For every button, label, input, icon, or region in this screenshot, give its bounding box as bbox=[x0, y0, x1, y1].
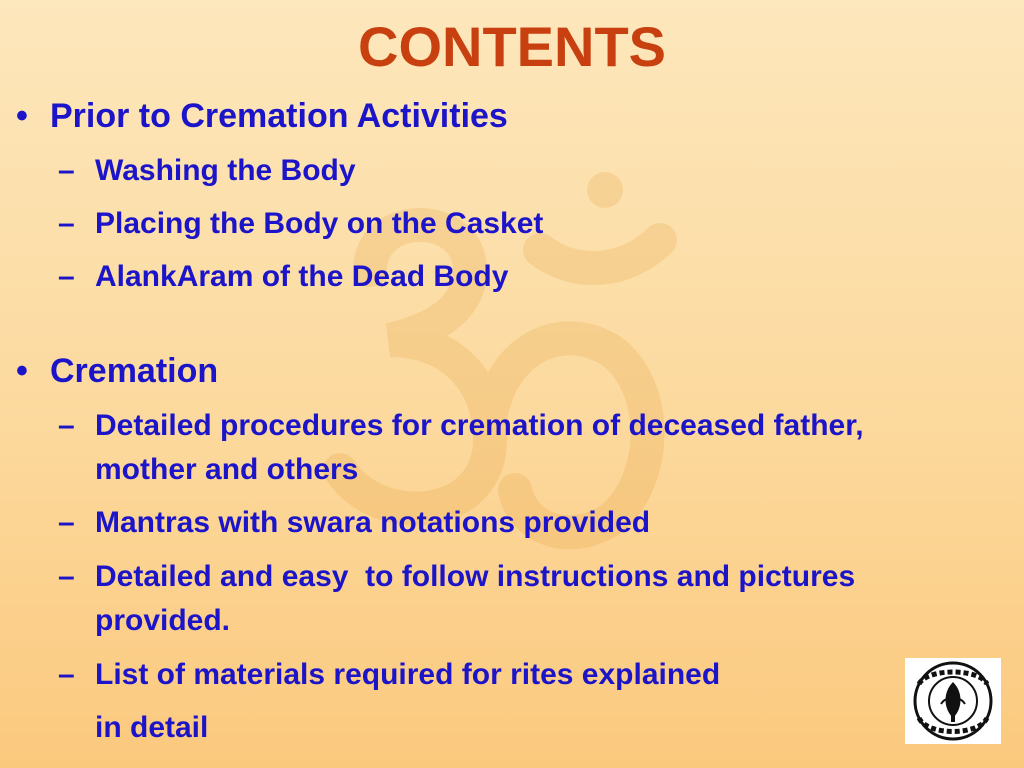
dash-marker: – bbox=[58, 409, 75, 442]
sub-item-materials-continued bbox=[58, 706, 918, 750]
dash-marker: – bbox=[58, 154, 75, 187]
slide-title: CONTENTS bbox=[358, 15, 666, 78]
bullet-marker: • bbox=[16, 352, 28, 390]
bullet-label: Cremation bbox=[50, 352, 219, 390]
sub-item-text: Detailed and easy to follow instructions and pictures provided. bbox=[95, 560, 864, 637]
sub-item-detailed-procedures bbox=[58, 404, 918, 492]
sub-item-alankaram bbox=[58, 255, 918, 299]
sub-item-text: Placing the Body on the Casket bbox=[95, 207, 544, 240]
dash-marker: – bbox=[58, 260, 75, 293]
sub-item-mantras bbox=[58, 501, 918, 545]
sub-item-materials bbox=[58, 653, 918, 697]
sub-item-text: in detail bbox=[95, 711, 209, 744]
vishwa-hindu-parishad-seal-icon bbox=[905, 658, 1001, 744]
dash-marker: – bbox=[58, 207, 75, 240]
dash-marker: – bbox=[58, 506, 75, 539]
sub-item-text: Mantras with swara notations provided bbox=[95, 506, 651, 539]
sub-item-text: Washing the Body bbox=[95, 154, 356, 187]
dash-marker: – bbox=[58, 658, 75, 691]
sub-item-washing bbox=[58, 149, 918, 193]
sub-item-placing bbox=[58, 202, 918, 246]
sub-item-text: AlankAram of the Dead Body bbox=[95, 260, 509, 293]
bullet-marker: • bbox=[16, 97, 28, 135]
dash-marker: – bbox=[58, 560, 75, 593]
sub-item-text: Detailed procedures for cremation of deceased father, mother and others bbox=[95, 409, 872, 486]
sub-item-instructions bbox=[58, 555, 918, 643]
sub-item-text: List of materials required for rites explained bbox=[95, 658, 721, 691]
bullet-label: Prior to Cremation Activities bbox=[50, 97, 508, 135]
